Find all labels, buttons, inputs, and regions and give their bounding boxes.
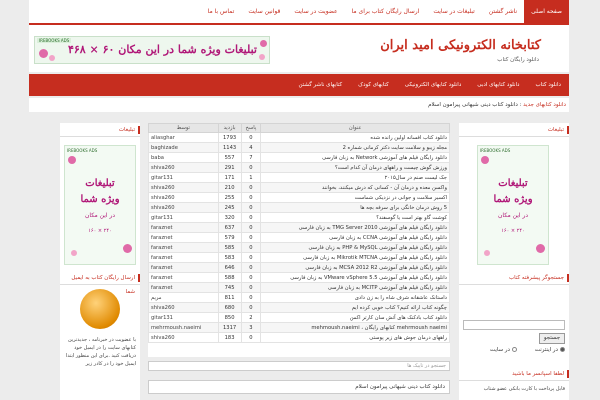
ad-line: در این مکان [84, 212, 116, 219]
nav-register[interactable]: عضویت در سایت [294, 8, 338, 15]
table-row[interactable] [149, 203, 450, 213]
ad-badge: IREBOOKS ADS [480, 148, 511, 153]
view-count: 1793 [218, 133, 241, 143]
ad-size: ۱۶۰ × ۲۴۰ [501, 228, 525, 234]
flower-decoration [481, 156, 489, 164]
view-count: 557 [218, 153, 241, 163]
nav-send-book[interactable]: ارسال رایگان کتاب برای ما [351, 8, 420, 15]
table-row[interactable] [149, 193, 450, 203]
book-title-link[interactable]: دانلود رایگان فیلم های آموزشی PHP & MySQL به زبان فارسی [261, 243, 450, 253]
view-count: 850 [218, 313, 241, 323]
ad-line: ویژه شما [493, 194, 533, 205]
author-name[interactable]: gitar131 [149, 313, 219, 323]
advanced-search-input[interactable] [463, 320, 565, 330]
reply-count: 0 [241, 253, 261, 263]
view-count: 210 [218, 183, 241, 193]
book-title-link[interactable]: کوشت گاو بهتر است یا گوسفند؟ [261, 213, 450, 223]
top-nav [29, 0, 569, 25]
breadcrumb-separator: : [517, 102, 522, 108]
main-nav [29, 74, 569, 96]
book-title-link[interactable]: 5 روش درمان خانگی برای سرفه بچه ها [261, 203, 450, 213]
flower-decoration [259, 54, 265, 60]
book-title-link[interactable]: دانلود رایگان فیلم های آموزشی Mikrotik MTCNA به زبان فارسی [261, 253, 450, 263]
reply-count: 0 [241, 223, 261, 233]
author-name[interactable]: shiva260 [149, 193, 219, 203]
banner-badge: IREBOOKS ADS [39, 38, 70, 43]
reply-count: 0 [241, 283, 261, 293]
table-row[interactable] [149, 153, 450, 163]
table-row[interactable] [149, 263, 450, 273]
current-topic-box[interactable]: دانلود کتاب دینی شیهانی پیرامون اسلام [148, 380, 450, 394]
table-row[interactable] [149, 183, 450, 193]
book-table-panel [148, 123, 450, 357]
ad-line: تبلیغات [498, 178, 528, 189]
flower-decoration [49, 55, 55, 61]
author-name[interactable]: faraznet [149, 243, 219, 253]
author-name[interactable]: مریم [149, 293, 219, 303]
ad-line: تبلیغات [85, 178, 115, 189]
table-row[interactable] [149, 243, 450, 253]
right-ad-title: تبلیغات [459, 123, 569, 137]
table-row[interactable] [149, 223, 450, 233]
table-row[interactable] [149, 303, 450, 313]
col-author[interactable]: توسط [149, 124, 219, 133]
nav-rules[interactable]: قوانین سایت [248, 8, 281, 15]
flower-decoration [68, 156, 76, 164]
banner-text: تبلیغات ویژه شما در این مکان ۶۰ × ۴۶۸ [67, 43, 257, 56]
author-name[interactable]: faraznet [149, 253, 219, 263]
table-row[interactable] [149, 293, 450, 303]
radio-internet[interactable] [535, 347, 565, 353]
author-name[interactable]: baba [149, 153, 219, 163]
table-row[interactable] [149, 143, 450, 153]
reply-count: 7 [241, 153, 261, 163]
reply-count: 0 [241, 243, 261, 253]
ad-badge: IREBOOKS ADS [67, 148, 98, 153]
nav-contact[interactable]: تماس با ما [207, 8, 235, 15]
ad-line: در این مکان [497, 212, 529, 219]
author-name[interactable]: shiva260 [149, 183, 219, 193]
view-count: 588 [218, 273, 241, 283]
breadcrumb [29, 98, 569, 112]
radio-label: در اینترنت [534, 347, 558, 353]
author-name[interactable]: gitar131 [149, 213, 219, 223]
left-sidebar [60, 123, 140, 400]
right-ad-banner[interactable] [477, 145, 549, 265]
author-name[interactable]: gitar131 [149, 173, 219, 183]
table-row[interactable] [149, 233, 450, 243]
view-count: 811 [218, 293, 241, 303]
author-name[interactable]: shiva260 [149, 303, 219, 313]
reply-count: 0 [241, 293, 261, 303]
table-row[interactable] [149, 133, 450, 143]
reply-count: 2 [241, 313, 261, 323]
view-count: 583 [218, 253, 241, 263]
ad-size: ۱۶۰ × ۲۴۰ [88, 228, 112, 234]
table-row[interactable] [149, 333, 450, 343]
reply-count: 1 [241, 173, 261, 183]
radio-dot[interactable] [512, 347, 517, 352]
site-subtitle: دانلود رایگان کتاب [497, 57, 539, 63]
reply-count: 0 [241, 163, 261, 173]
main-nav-item[interactable]: دانلود کتابهای ادبی [477, 82, 520, 88]
site-header [29, 25, 569, 72]
author-name[interactable]: mehrmoush.naeimi [149, 323, 219, 333]
author-name[interactable]: faraznet [149, 223, 219, 233]
view-count: 579 [218, 233, 241, 243]
author-name[interactable]: faraznet [149, 283, 219, 293]
book-title-link[interactable]: دانلود رایگان فیلم های آموزشی MCITP به زبان فارسی [261, 283, 450, 293]
table-row[interactable] [149, 163, 450, 173]
author-name[interactable]: shiva260 [149, 163, 219, 173]
book-title-link[interactable]: واکسن معده و درمان آن - کسانی که درش میکنند، بخوانند [261, 183, 450, 193]
book-title-link[interactable]: مجله زیبو و سلامت سایت دکتر کرمانی شماره 2 [261, 143, 450, 153]
book-title-link[interactable]: راههای درمان جوش های زیر پوستی [261, 333, 450, 343]
site-title[interactable]: کتابخانه الکترونیکی امید ایران [380, 38, 541, 53]
nav-home[interactable]: صفحه اصلی [524, 0, 569, 23]
reply-count: 0 [241, 213, 261, 223]
view-count: 171 [218, 173, 241, 183]
book-title-link[interactable]: داستانک عاشقانه شرف شاه را به زن دادی [261, 293, 450, 303]
book-title-link[interactable]: mehrmoush naeimi کتابهای رایگان ، mehmoush.naeimi [261, 323, 450, 333]
reply-count: 3 [241, 323, 261, 333]
book-title-link[interactable]: چگونه کتاب ارائه کنیم؟ کتاب خوبی کرده ایم [261, 303, 450, 313]
book-title-link[interactable]: ورزش گوش چیست و راههای درمان آن کدام است؟ [261, 163, 450, 173]
table-row[interactable] [149, 213, 450, 223]
table-row[interactable] [149, 273, 450, 283]
book-title-link[interactable]: دانلود رایگان فیلم های آموزشی VMware vSphere 5.5 به زبان فارسی [261, 273, 450, 283]
book-title-link[interactable]: دانلود کتاب افسانه اولین رانده شده [261, 133, 450, 143]
view-count: 183 [218, 333, 241, 343]
view-count: 320 [218, 213, 241, 223]
reply-count: 0 [241, 273, 261, 283]
author-name[interactable]: faraznet [149, 263, 219, 273]
flower-decoration [260, 40, 267, 47]
col-views[interactable]: بازدید [218, 124, 241, 133]
book-title-link[interactable]: جک لیست صنم در سال۲۰۱۵ [261, 173, 450, 183]
col-title[interactable]: عنوان [261, 124, 450, 133]
view-count: 637 [218, 223, 241, 233]
sponsor-title: لطفا اسپانسر ما باشید [459, 367, 569, 381]
reply-count: 0 [241, 233, 261, 243]
nav-advertising[interactable]: تبلیغات در سایت [433, 8, 475, 15]
reply-count: 0 [241, 133, 261, 143]
view-count: 680 [218, 303, 241, 313]
reply-count: 4 [241, 143, 261, 153]
main-nav-item[interactable]: کتابهای کودک [358, 82, 389, 88]
reply-count: 0 [241, 303, 261, 313]
table-header-row [149, 124, 450, 133]
table-row[interactable] [149, 253, 450, 263]
left-ad-banner[interactable] [64, 145, 136, 265]
book-title-link[interactable]: دانلود کتاب بادکنک های آتش سان کارتر اکمن [261, 313, 450, 323]
table-row[interactable] [149, 323, 450, 333]
flower-decoration [39, 49, 48, 58]
author-name[interactable]: aliasghar [149, 133, 219, 143]
radio-site[interactable] [490, 347, 517, 353]
table-row[interactable] [149, 283, 450, 293]
main-nav-item[interactable]: دانلود کتابهای الکترونیکی [404, 82, 462, 88]
main-nav-item[interactable]: دانلود کتاب [535, 82, 561, 88]
view-count: 646 [218, 263, 241, 273]
view-count: 745 [218, 283, 241, 293]
breadcrumb-current: دانلود کتاب دینی شیهانی پیرامون اسلام [428, 102, 518, 108]
reply-count: 0 [241, 203, 261, 213]
nav-publisher[interactable]: ناشر گشتن [488, 8, 518, 15]
email-box-text: با عضویت در خبرنامه ، جدیدترین کتابهای سایت را در ایمیل خود دریافت کنید .برای این منظور ابتدا ایمیل خود را در کادر زیر [65, 337, 136, 367]
radio-dot[interactable] [560, 347, 565, 352]
sponsor-text: قابل پرداخت با کارت بانکی عضو شتاب [483, 386, 565, 392]
main-nav-item[interactable]: کتابهای ناشر گشتن [298, 82, 343, 88]
view-count: 1317 [218, 323, 241, 333]
breadcrumb-link[interactable]: دانلود کتابهای جدید [523, 102, 566, 108]
book-title-link[interactable]: دانلود رایگان فیلم های آموزشی TMG Server 2010 به زبان فارسی [261, 223, 450, 233]
advanced-search-title: جستجوگر پیشرفته کتاب [459, 271, 569, 285]
left-ad-title: تبلیغات [60, 123, 140, 137]
newsletter-icon [80, 289, 120, 329]
flower-decoration [484, 250, 490, 256]
email-box-title: ارسال رایگان کتاب به ایمیل شما [60, 271, 140, 285]
table-row[interactable] [149, 173, 450, 183]
author-name[interactable]: baghizade [149, 143, 219, 153]
table-row[interactable] [149, 313, 450, 323]
view-count: 291 [218, 163, 241, 173]
col-replies[interactable]: پاسخ [241, 124, 261, 133]
reply-count: 0 [241, 333, 261, 343]
flower-decoration [123, 244, 132, 253]
view-count: 585 [218, 243, 241, 253]
flower-decoration [71, 250, 77, 256]
book-title-link[interactable]: دانلود رایگان فیلم های آموزشی CCNA به زبان فارسی [261, 233, 450, 243]
view-count: 1143 [218, 143, 241, 153]
book-table-body [149, 133, 450, 343]
author-name[interactable]: shiva260 [149, 203, 219, 213]
book-title-link[interactable]: اکسیر سلامت و جوانی در نزدیکی شماست [261, 193, 450, 203]
reply-count: 0 [241, 263, 261, 273]
book-title-link[interactable]: دانلود رایگان فیلم های آموزشی Network به زبان فارسی [261, 153, 450, 163]
right-sidebar [459, 123, 569, 400]
book-title-link[interactable]: دانلود رایگان فیلم های آموزشی MCSA 2012 R2 به زبان فارسی [261, 263, 450, 273]
author-name[interactable]: faraznet [149, 233, 219, 243]
radio-label: در سایت [489, 347, 510, 353]
topic-search-input[interactable]: جستجو در تاپیک ها [148, 361, 450, 371]
book-table [148, 123, 450, 343]
ad-line: ویژه شما [80, 194, 120, 205]
view-count: 255 [218, 193, 241, 203]
view-count: 245 [218, 203, 241, 213]
reply-count: 0 [241, 183, 261, 193]
flower-decoration [536, 244, 545, 253]
header-ad-banner[interactable] [34, 36, 270, 64]
search-button[interactable]: جستجو [539, 333, 565, 344]
author-name[interactable]: faraznet [149, 273, 219, 283]
author-name[interactable]: shiva260 [149, 333, 219, 343]
reply-count: 0 [241, 193, 261, 203]
